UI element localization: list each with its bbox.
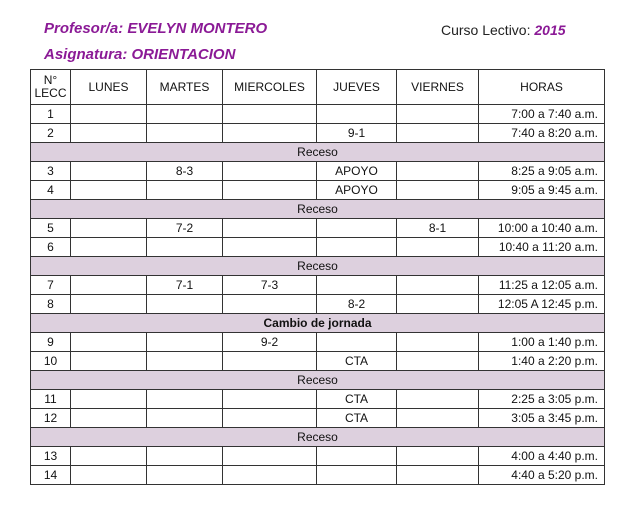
martes-cell [147, 181, 223, 200]
viernes-cell [397, 409, 479, 428]
jueves-cell [317, 333, 397, 352]
lunes-cell [71, 124, 147, 143]
col-header-jueves: JUEVES [317, 70, 397, 105]
jueves-cell [317, 466, 397, 485]
asignatura-line [44, 46, 235, 63]
martes-cell: 7-2 [147, 219, 223, 238]
lunes-cell [71, 466, 147, 485]
horas-cell: 7:40 a 8:20 a.m. [479, 124, 605, 143]
lesson-number-cell: 8 [31, 295, 71, 314]
band-label: Receso [31, 143, 605, 162]
receso-row [31, 371, 605, 390]
viernes-cell [397, 466, 479, 485]
viernes-cell [397, 447, 479, 466]
miercoles-cell [223, 219, 317, 238]
band-label: Receso [31, 428, 605, 447]
col-header-martes: MARTES [147, 70, 223, 105]
miercoles-cell [223, 238, 317, 257]
asignatura-name: ORIENTACION [131, 46, 236, 63]
table-row [31, 447, 605, 466]
profesor-name: EVELYN MONTERO [127, 20, 268, 37]
band-label: Receso [31, 200, 605, 219]
col-header-horas: HORAS [479, 70, 605, 105]
jueves-cell: CTA [317, 352, 397, 371]
curso-lectivo [441, 22, 566, 38]
table-row [31, 219, 605, 238]
jueves-cell: 9-1 [317, 124, 397, 143]
viernes-cell [397, 295, 479, 314]
lunes-cell [71, 162, 147, 181]
receso-row [31, 257, 605, 276]
table-header-row [31, 70, 605, 105]
miercoles-cell [223, 409, 317, 428]
table-row [31, 352, 605, 371]
viernes-cell [397, 276, 479, 295]
lesson-number-cell: 11 [31, 390, 71, 409]
profesor-label: Profesor/a: [44, 20, 124, 37]
jueves-cell [317, 276, 397, 295]
lesson-number-cell: 7 [31, 276, 71, 295]
lesson-number-cell: 3 [31, 162, 71, 181]
shift-change-row [31, 314, 605, 333]
viernes-cell [397, 238, 479, 257]
lunes-cell [71, 409, 147, 428]
miercoles-cell [223, 390, 317, 409]
jueves-cell [317, 105, 397, 124]
table-row [31, 181, 605, 200]
table-row [31, 466, 605, 485]
horas-cell: 12:05 A 12:45 p.m. [479, 295, 605, 314]
col-header-n: N° [43, 73, 58, 87]
horas-cell: 10:00 a 10:40 a.m. [479, 219, 605, 238]
horas-cell: 2:25 a 3:05 p.m. [479, 390, 605, 409]
miercoles-cell: 7-3 [223, 276, 317, 295]
jueves-cell [317, 238, 397, 257]
martes-cell [147, 409, 223, 428]
lesson-number-cell: 10 [31, 352, 71, 371]
lunes-cell [71, 219, 147, 238]
jueves-cell: 8-2 [317, 295, 397, 314]
receso-row [31, 143, 605, 162]
viernes-cell [397, 390, 479, 409]
martes-cell [147, 295, 223, 314]
horas-cell: 10:40 a 11:20 a.m. [479, 238, 605, 257]
lunes-cell [71, 295, 147, 314]
table-row [31, 390, 605, 409]
horas-cell: 1:00 a 1:40 p.m. [479, 333, 605, 352]
jueves-cell: APOYO [317, 181, 397, 200]
martes-cell: 7-1 [147, 276, 223, 295]
lunes-cell [71, 181, 147, 200]
col-header-lunes: LUNES [71, 70, 147, 105]
horas-cell: 4:00 a 4:40 p.m. [479, 447, 605, 466]
miercoles-cell: 9-2 [223, 333, 317, 352]
receso-row [31, 428, 605, 447]
lesson-number-cell: 14 [31, 466, 71, 485]
curso-label: Curso Lectivo: [441, 22, 531, 38]
table-row [31, 105, 605, 124]
jueves-cell: CTA [317, 390, 397, 409]
col-header-leccion [31, 70, 71, 105]
viernes-cell: 8-1 [397, 219, 479, 238]
miercoles-cell [223, 447, 317, 466]
martes-cell [147, 352, 223, 371]
miercoles-cell [223, 124, 317, 143]
viernes-cell [397, 124, 479, 143]
lunes-cell [71, 333, 147, 352]
jueves-cell: APOYO [317, 162, 397, 181]
horas-cell: 3:05 a 3:45 p.m. [479, 409, 605, 428]
lunes-cell [71, 276, 147, 295]
col-header-lecc: LECC [34, 86, 67, 100]
martes-cell [147, 238, 223, 257]
martes-cell: 8-3 [147, 162, 223, 181]
jueves-cell [317, 447, 397, 466]
table-row [31, 162, 605, 181]
miercoles-cell [223, 105, 317, 124]
col-header-viernes: VIERNES [397, 70, 479, 105]
martes-cell [147, 447, 223, 466]
lunes-cell [71, 105, 147, 124]
lesson-number-cell: 1 [31, 105, 71, 124]
table-row [31, 276, 605, 295]
viernes-cell [397, 105, 479, 124]
martes-cell [147, 333, 223, 352]
horas-cell: 8:25 a 9:05 a.m. [479, 162, 605, 181]
lunes-cell [71, 447, 147, 466]
lunes-cell [71, 352, 147, 371]
lesson-number-cell: 4 [31, 181, 71, 200]
col-header-miercoles: MIERCOLES [223, 70, 317, 105]
table-row [31, 238, 605, 257]
miercoles-cell [223, 352, 317, 371]
martes-cell [147, 105, 223, 124]
horas-cell: 9:05 a 9:45 a.m. [479, 181, 605, 200]
receso-row [31, 200, 605, 219]
miercoles-cell [223, 162, 317, 181]
table-row [31, 333, 605, 352]
lesson-number-cell: 9 [31, 333, 71, 352]
viernes-cell [397, 352, 479, 371]
jueves-cell [317, 219, 397, 238]
band-label: Cambio de jornada [31, 314, 605, 333]
viernes-cell [397, 333, 479, 352]
jueves-cell: CTA [317, 409, 397, 428]
horas-cell: 11:25 a 12:05 a.m. [479, 276, 605, 295]
table-row [31, 409, 605, 428]
lesson-number-cell: 12 [31, 409, 71, 428]
martes-cell [147, 390, 223, 409]
martes-cell [147, 466, 223, 485]
table-row [31, 295, 605, 314]
table-row [31, 124, 605, 143]
lesson-number-cell: 6 [31, 238, 71, 257]
schedule-table [30, 69, 605, 485]
lesson-number-cell: 13 [31, 447, 71, 466]
schedule-body [31, 105, 605, 485]
lesson-number-cell: 2 [31, 124, 71, 143]
viernes-cell [397, 162, 479, 181]
band-label: Receso [31, 371, 605, 390]
miercoles-cell [223, 181, 317, 200]
horas-cell: 7:00 a 7:40 a.m. [479, 105, 605, 124]
martes-cell [147, 124, 223, 143]
lunes-cell [71, 390, 147, 409]
band-label: Receso [31, 257, 605, 276]
miercoles-cell [223, 295, 317, 314]
lunes-cell [71, 238, 147, 257]
horas-cell: 1:40 a 2:20 p.m. [479, 352, 605, 371]
miercoles-cell [223, 466, 317, 485]
viernes-cell [397, 181, 479, 200]
horas-cell: 4:40 a 5:20 p.m. [479, 466, 605, 485]
profesor-line [44, 20, 267, 37]
curso-year: 2015 [534, 22, 566, 38]
lesson-number-cell: 5 [31, 219, 71, 238]
asignatura-label: Asignatura: [44, 46, 128, 63]
